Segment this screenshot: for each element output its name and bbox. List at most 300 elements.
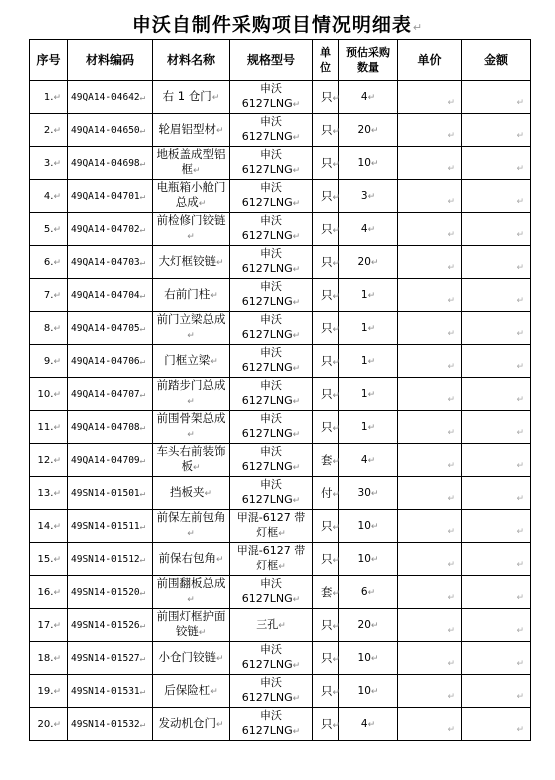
cell-mark-icon: ↵ [139, 620, 146, 631]
cell-mark-icon: ↵ [139, 224, 146, 235]
cell-spec: 申沃 6127LNG↵ [230, 411, 313, 444]
cell-amount [462, 378, 531, 411]
cell-mark-icon: ↵ [292, 496, 301, 506]
cell-code: 49QA14-04702↵ [68, 213, 153, 246]
cell-mark-icon: ↵ [53, 719, 61, 730]
cell-index: 15.↵ [30, 543, 68, 576]
cell-code: 49QA14-04708↵ [68, 411, 153, 444]
cell-spec: 申沃 6127LNG↵ [230, 81, 313, 114]
table-row [30, 345, 531, 378]
cell-price [398, 246, 462, 279]
cell-mark-icon: ↵ [447, 362, 455, 372]
cell-index: 8.↵ [30, 312, 68, 345]
cell-amount [462, 246, 531, 279]
cell-mark-icon: ↵ [53, 422, 61, 433]
cell-mark-icon: ↵ [370, 126, 379, 136]
header-spec: 规格型号 [230, 40, 313, 81]
cell-amount [462, 642, 531, 675]
cell-index: 10.↵ [30, 378, 68, 411]
cell-mark-icon: ↵ [332, 193, 341, 203]
cell-mark-icon: ↵ [187, 430, 195, 440]
cell-name: 车头右前装饰板↵ [153, 444, 230, 477]
cell-price [398, 312, 462, 345]
cell-mark-icon: ↵ [332, 292, 341, 302]
cell-mark-icon: ↵ [370, 555, 379, 565]
cell-mark-icon: ↵ [215, 653, 224, 664]
cell-qty: 20↵ [339, 114, 398, 147]
header-index: 序号 [30, 40, 68, 81]
cell-mark-icon: ↵ [370, 489, 379, 499]
cell-mark-icon: ↵ [292, 100, 301, 110]
cell-unit: 只↵ [313, 675, 339, 708]
cell-mark-icon: ↵ [447, 263, 455, 273]
cell-mark-icon: ↵ [139, 488, 146, 499]
cell-unit: 只↵ [313, 411, 339, 444]
cell-unit: 只↵ [313, 246, 339, 279]
cell-mark-icon: ↵ [187, 232, 195, 242]
cell-mark-icon: ↵ [370, 654, 379, 664]
cell-mark-icon: ↵ [53, 521, 61, 532]
cell-mark-icon: ↵ [516, 626, 524, 636]
cell-spec: 申沃 6127LNG↵ [230, 147, 313, 180]
header-name: 材料名称 [153, 40, 230, 81]
cell-mark-icon: ↵ [367, 456, 376, 466]
cell-mark-icon: ↵ [447, 692, 455, 702]
purchase-detail-table [29, 39, 531, 741]
cell-mark-icon: ↵ [332, 391, 341, 401]
cell-price [398, 576, 462, 609]
cell-mark-icon: ↵ [367, 357, 376, 367]
cell-index: 16.↵ [30, 576, 68, 609]
cell-spec: 申沃 6127LNG↵ [230, 378, 313, 411]
cell-mark-icon: ↵ [187, 397, 195, 407]
table-row [30, 378, 531, 411]
cell-index: 6.↵ [30, 246, 68, 279]
cell-mark-icon: ↵ [367, 93, 376, 103]
cell-qty: 3↵ [339, 180, 398, 213]
cell-mark-icon: ↵ [292, 331, 301, 341]
cell-unit: 只↵ [313, 345, 339, 378]
cell-unit: 只↵ [313, 378, 339, 411]
cell-spec: 申沃 6127LNG↵ [230, 477, 313, 510]
cell-price [398, 642, 462, 675]
cell-mark-icon: ↵ [139, 125, 146, 136]
cell-qty: 4↵ [339, 81, 398, 114]
cell-amount [462, 114, 531, 147]
header-unit: 单位 [313, 40, 339, 81]
cell-index: 5.↵ [30, 213, 68, 246]
cell-name: 地板盖成型铝框↵ [153, 147, 230, 180]
cell-unit: 套↵ [313, 444, 339, 477]
cell-mark-icon: ↵ [332, 226, 341, 236]
table-row [30, 246, 531, 279]
cell-code: 49SN14-01532↵ [68, 708, 153, 741]
cell-mark-icon: ↵ [215, 554, 224, 565]
cell-mark-icon: ↵ [516, 560, 524, 570]
cell-unit: 付↵ [313, 477, 339, 510]
cell-code: 49QA14-04705↵ [68, 312, 153, 345]
cell-index: 20.↵ [30, 708, 68, 741]
cell-mark-icon: ↵ [447, 164, 455, 174]
cell-price [398, 345, 462, 378]
cell-index: 7.↵ [30, 279, 68, 312]
cell-index: 19.↵ [30, 675, 68, 708]
cell-price [398, 213, 462, 246]
cell-mark-icon: ↵ [516, 692, 524, 702]
cell-mark-icon: ↵ [53, 158, 61, 169]
cell-mark-icon: ↵ [211, 92, 220, 103]
table-row [30, 642, 531, 675]
table-row [30, 708, 531, 741]
cell-mark-icon: ↵ [292, 298, 301, 308]
cell-name: 前踏步门总成↵ [153, 378, 230, 411]
cell-index: 11.↵ [30, 411, 68, 444]
cell-unit: 套↵ [313, 576, 339, 609]
cell-mark-icon: ↵ [187, 331, 195, 341]
cell-index: 3.↵ [30, 147, 68, 180]
cell-amount [462, 444, 531, 477]
table-row [30, 411, 531, 444]
cell-mark-icon: ↵ [139, 158, 146, 169]
cell-mark-icon: ↵ [139, 422, 146, 433]
cell-code: 49SN14-01527↵ [68, 642, 153, 675]
cell-price [398, 279, 462, 312]
cell-mark-icon: ↵ [367, 291, 376, 301]
cell-code: 49QA14-04650↵ [68, 114, 153, 147]
cell-mark-icon: ↵ [516, 296, 524, 306]
cell-unit: 只↵ [313, 180, 339, 213]
cell-code: 49SN14-01511↵ [68, 510, 153, 543]
cell-mark-icon: ↵ [53, 455, 61, 466]
cell-mark-icon: ↵ [447, 527, 455, 537]
cell-code: 49SN14-01501↵ [68, 477, 153, 510]
cell-qty: 10↵ [339, 642, 398, 675]
cell-amount [462, 675, 531, 708]
cell-spec: 申沃 6127LNG↵ [230, 279, 313, 312]
cell-mark-icon: ↵ [53, 323, 61, 334]
cell-mark-icon: ↵ [215, 125, 224, 136]
header-price: 单价 [398, 40, 462, 81]
cell-price [398, 708, 462, 741]
cell-mark-icon: ↵ [447, 197, 455, 207]
cell-mark-icon: ↵ [516, 428, 524, 438]
cell-mark-icon: ↵ [516, 329, 524, 339]
cell-mark-icon: ↵ [367, 390, 376, 400]
cell-mark-icon: ↵ [332, 424, 341, 434]
cell-mark-icon: ↵ [447, 461, 455, 471]
cell-mark-icon: ↵ [139, 356, 146, 367]
header-qty: 预估采购数量 [339, 40, 398, 81]
cell-mark-icon: ↵ [139, 257, 146, 268]
cell-mark-icon: ↵ [367, 423, 376, 433]
cell-qty: 6↵ [339, 576, 398, 609]
cell-mark-icon: ↵ [139, 653, 146, 664]
cell-amount [462, 312, 531, 345]
paragraph-mark-icon: ↵ [412, 21, 424, 34]
cell-name: 前保右包角↵ [153, 543, 230, 576]
cell-mark-icon: ↵ [516, 395, 524, 405]
cell-spec: 申沃 6127LNG↵ [230, 180, 313, 213]
cell-mark-icon: ↵ [278, 562, 286, 572]
cell-amount [462, 576, 531, 609]
cell-mark-icon: ↵ [204, 488, 213, 499]
table-row [30, 543, 531, 576]
cell-mark-icon: ↵ [447, 494, 455, 504]
cell-unit: 只↵ [313, 609, 339, 642]
cell-spec: 甲混-6127 带灯框↵ [230, 543, 313, 576]
cell-spec: 申沃 6127LNG↵ [230, 708, 313, 741]
cell-code: 49QA14-04642↵ [68, 81, 153, 114]
cell-mark-icon: ↵ [447, 395, 455, 405]
cell-spec: 申沃 6127LNG↵ [230, 675, 313, 708]
cell-mark-icon: ↵ [332, 589, 341, 599]
cell-amount [462, 708, 531, 741]
cell-name: 前围翻板总成↵ [153, 576, 230, 609]
cell-name: 右 1 仓门↵ [153, 81, 230, 114]
cell-code: 49QA14-04703↵ [68, 246, 153, 279]
cell-unit: 只↵ [313, 81, 339, 114]
cell-index: 18.↵ [30, 642, 68, 675]
cell-mark-icon: ↵ [292, 265, 301, 275]
cell-price [398, 675, 462, 708]
cell-code: 49QA14-04698↵ [68, 147, 153, 180]
cell-code: 49SN14-01520↵ [68, 576, 153, 609]
cell-mark-icon: ↵ [447, 329, 455, 339]
cell-amount [462, 477, 531, 510]
cell-mark-icon: ↵ [516, 164, 524, 174]
cell-mark-icon: ↵ [292, 694, 301, 704]
cell-price [398, 147, 462, 180]
cell-mark-icon: ↵ [447, 296, 455, 306]
cell-spec: 申沃 6127LNG↵ [230, 444, 313, 477]
cell-qty: 1↵ [339, 345, 398, 378]
table-row [30, 609, 531, 642]
cell-index: 4.↵ [30, 180, 68, 213]
table-row [30, 444, 531, 477]
cell-mark-icon: ↵ [516, 527, 524, 537]
cell-mark-icon: ↵ [139, 686, 146, 697]
cell-mark-icon: ↵ [210, 290, 218, 301]
cell-name: 右前门柱↵ [153, 279, 230, 312]
cell-spec: 申沃 6127LNG↵ [230, 642, 313, 675]
cell-mark-icon: ↵ [292, 133, 301, 143]
cell-code: 49QA14-04707↵ [68, 378, 153, 411]
cell-qty: 4↵ [339, 708, 398, 741]
cell-mark-icon: ↵ [332, 721, 341, 731]
cell-mark-icon: ↵ [198, 628, 207, 638]
cell-mark-icon: ↵ [516, 98, 524, 108]
cell-mark-icon: ↵ [53, 224, 61, 235]
cell-mark-icon: ↵ [332, 622, 341, 632]
cell-qty: 10↵ [339, 675, 398, 708]
cell-code: 49SN14-01512↵ [68, 543, 153, 576]
cell-mark-icon: ↵ [139, 191, 146, 202]
cell-mark-icon: ↵ [370, 687, 379, 697]
cell-amount [462, 411, 531, 444]
cell-index: 2.↵ [30, 114, 68, 147]
cell-mark-icon: ↵ [516, 494, 524, 504]
cell-name: 电瓶箱小舱门总成↵ [153, 180, 230, 213]
cell-mark-icon: ↵ [292, 430, 301, 440]
cell-index: 12.↵ [30, 444, 68, 477]
cell-mark-icon: ↵ [210, 356, 218, 367]
cell-price [398, 81, 462, 114]
cell-index: 14.↵ [30, 510, 68, 543]
cell-mark-icon: ↵ [516, 263, 524, 273]
cell-index: 1.↵ [30, 81, 68, 114]
cell-mark-icon: ↵ [367, 324, 376, 334]
cell-mark-icon: ↵ [367, 588, 376, 598]
cell-name: 小仓门铰链↵ [153, 642, 230, 675]
cell-qty: 1↵ [339, 279, 398, 312]
cell-spec: 申沃 6127LNG↵ [230, 246, 313, 279]
cell-spec: 三孔↵ [230, 609, 313, 642]
cell-mark-icon: ↵ [139, 521, 146, 532]
cell-amount [462, 213, 531, 246]
table-row [30, 180, 531, 213]
cell-mark-icon: ↵ [53, 686, 61, 697]
cell-mark-icon: ↵ [332, 325, 341, 335]
cell-qty: 4↵ [339, 444, 398, 477]
cell-price [398, 477, 462, 510]
cell-mark-icon: ↵ [516, 197, 524, 207]
cell-unit: 只↵ [313, 213, 339, 246]
cell-mark-icon: ↵ [53, 92, 61, 103]
cell-mark-icon: ↵ [192, 166, 201, 176]
header-amount: 金额 [462, 40, 531, 81]
cell-name: 大灯框铰链↵ [153, 246, 230, 279]
cell-mark-icon: ↵ [139, 92, 146, 103]
cell-mark-icon: ↵ [332, 655, 341, 665]
cell-mark-icon: ↵ [447, 659, 455, 669]
cell-unit: 只↵ [313, 708, 339, 741]
cell-mark-icon: ↵ [447, 98, 455, 108]
cell-mark-icon: ↵ [447, 626, 455, 636]
cell-mark-icon: ↵ [53, 290, 61, 301]
cell-mark-icon: ↵ [53, 554, 61, 565]
cell-mark-icon: ↵ [447, 725, 455, 735]
table-row [30, 81, 531, 114]
cell-mark-icon: ↵ [215, 257, 224, 268]
cell-qty: 10↵ [339, 510, 398, 543]
cell-qty: 1↵ [339, 312, 398, 345]
table-row [30, 675, 531, 708]
cell-mark-icon: ↵ [53, 356, 61, 367]
table-row [30, 312, 531, 345]
cell-mark-icon: ↵ [292, 397, 301, 407]
cell-index: 9.↵ [30, 345, 68, 378]
cell-mark-icon: ↵ [192, 463, 201, 473]
cell-mark-icon: ↵ [332, 490, 341, 500]
cell-mark-icon: ↵ [278, 529, 286, 539]
cell-mark-icon: ↵ [332, 556, 341, 566]
cell-index: 13.↵ [30, 477, 68, 510]
cell-unit: 只↵ [313, 312, 339, 345]
cell-price [398, 378, 462, 411]
cell-index: 17.↵ [30, 609, 68, 642]
table-body [30, 81, 531, 741]
cell-mark-icon: ↵ [516, 659, 524, 669]
cell-name: 门框立梁↵ [153, 345, 230, 378]
cell-mark-icon: ↵ [139, 323, 146, 334]
table-row [30, 279, 531, 312]
cell-price [398, 609, 462, 642]
cell-amount [462, 147, 531, 180]
cell-mark-icon: ↵ [187, 529, 195, 539]
cell-mark-icon: ↵ [447, 131, 455, 141]
cell-unit: 只↵ [313, 543, 339, 576]
cell-mark-icon: ↵ [53, 257, 61, 268]
cell-unit: 只↵ [313, 147, 339, 180]
cell-qty: 1↵ [339, 378, 398, 411]
cell-unit: 只↵ [313, 114, 339, 147]
cell-mark-icon: ↵ [370, 522, 379, 532]
cell-name: 前围骨架总成↵ [153, 411, 230, 444]
header-code: 材料编码 [68, 40, 153, 81]
cell-mark-icon: ↵ [292, 232, 301, 242]
cell-qty: 20↵ [339, 246, 398, 279]
cell-mark-icon: ↵ [447, 593, 455, 603]
cell-mark-icon: ↵ [516, 362, 524, 372]
cell-amount [462, 543, 531, 576]
cell-mark-icon: ↵ [332, 523, 341, 533]
cell-mark-icon: ↵ [292, 364, 301, 374]
table-header-row [30, 40, 531, 81]
cell-mark-icon: ↵ [139, 554, 146, 565]
cell-name: 前围灯框护面铰链↵ [153, 609, 230, 642]
cell-code: 49QA14-04706↵ [68, 345, 153, 378]
cell-name: 后保险杠↵ [153, 675, 230, 708]
cell-mark-icon: ↵ [139, 587, 146, 598]
cell-mark-icon: ↵ [370, 621, 379, 631]
cell-mark-icon: ↵ [215, 719, 224, 730]
cell-code: 49QA14-04709↵ [68, 444, 153, 477]
cell-mark-icon: ↵ [370, 159, 379, 169]
cell-mark-icon: ↵ [53, 587, 61, 598]
cell-amount [462, 81, 531, 114]
cell-mark-icon: ↵ [332, 457, 341, 467]
cell-amount [462, 180, 531, 213]
cell-name: 轮眉铝型材↵ [153, 114, 230, 147]
cell-unit: 只↵ [313, 510, 339, 543]
cell-name: 前门立梁总成↵ [153, 312, 230, 345]
cell-code: 49SN14-01531↵ [68, 675, 153, 708]
cell-mark-icon: ↵ [53, 191, 61, 202]
cell-code: 49SN14-01526↵ [68, 609, 153, 642]
cell-mark-icon: ↵ [292, 661, 301, 671]
cell-mark-icon: ↵ [516, 131, 524, 141]
cell-spec: 申沃 6127LNG↵ [230, 576, 313, 609]
cell-mark-icon: ↵ [516, 725, 524, 735]
table-row [30, 147, 531, 180]
cell-mark-icon: ↵ [332, 259, 341, 269]
cell-mark-icon: ↵ [139, 719, 146, 730]
cell-price [398, 510, 462, 543]
table-row [30, 477, 531, 510]
cell-mark-icon: ↵ [139, 455, 146, 466]
cell-code: 49QA14-04704↵ [68, 279, 153, 312]
cell-name: 发动机仓门↵ [153, 708, 230, 741]
cell-mark-icon: ↵ [332, 160, 341, 170]
cell-mark-icon: ↵ [53, 488, 61, 499]
cell-mark-icon: ↵ [447, 560, 455, 570]
cell-amount [462, 345, 531, 378]
cell-price [398, 444, 462, 477]
cell-name: 前检修门铰链↵ [153, 213, 230, 246]
cell-price [398, 180, 462, 213]
table-row [30, 510, 531, 543]
cell-mark-icon: ↵ [187, 595, 195, 605]
